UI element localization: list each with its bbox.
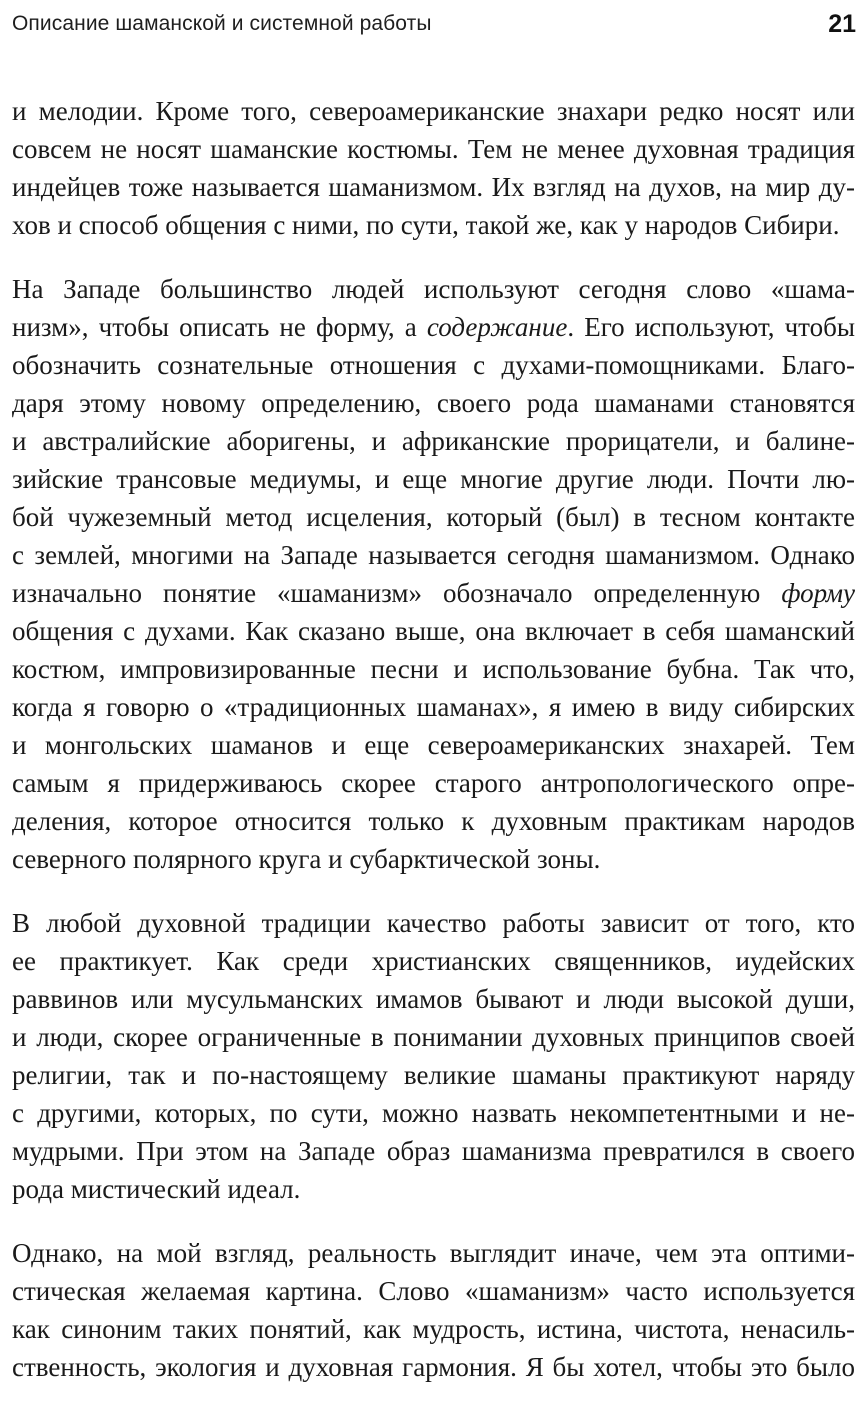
body-text: [12, 92, 855, 1412]
text-line: изначально понятие «шаманизм» обозначало определенную форму: [12, 578, 855, 608]
page-header: [12, 8, 856, 40]
text-line: самым я придерживаюсь скорее старого антропологического опре-: [12, 768, 855, 798]
running-title: Описание шаманской и системной работы: [12, 12, 432, 35]
paragraph: [12, 904, 855, 1208]
text-line: и мелодии. Кроме того, североамериканские знахари редко носят или: [12, 96, 855, 126]
text-line: с другими, которых, по сути, можно назвать некомпетентными и не-: [12, 1098, 855, 1128]
text-line: Однако, на мой взгляд, реальность выглядит иначе, чем эта оптими-: [12, 1238, 855, 1268]
page-number: 21: [828, 9, 856, 38]
text-line: ее практикует. Как среди христианских священников, иудейских: [12, 946, 855, 976]
paragraph: [12, 270, 855, 878]
text-line: как синоним таких понятий, как мудрость, истина, чистота, ненасиль-: [12, 1314, 855, 1344]
text-line: даря этому новому определению, своего рода шаманами становятся: [12, 388, 855, 418]
emphasis: содержание: [426, 312, 568, 342]
text-line: религии, так и по-настоящему великие шаманы практикуют наряду: [12, 1060, 855, 1090]
text-line: северного полярного круга и субарктической зоны.: [12, 844, 601, 874]
text-line: деления, которое относится только к духовным практикам народов: [12, 806, 855, 836]
text-line: стическая желаемая картина. Слово «шаманизм» часто используется: [12, 1276, 855, 1306]
text-line: зийские трансовые медиумы, и еще многие другие люди. Почти лю-: [12, 464, 855, 494]
text-line: ственность, экология и духовная гармония. Я бы хотел, чтобы это было: [12, 1352, 855, 1382]
paragraph: [12, 92, 855, 244]
text-line: с землей, многими на Западе называется сегодня шаманизмом. Однако: [12, 540, 855, 570]
text-line: и люди, скорее ограниченные в понимании духовных принципов своей: [12, 1022, 855, 1052]
text-line: бой чужеземный метод исцеления, который (был) в тесном контакте: [12, 502, 855, 532]
emphasis: форму: [781, 578, 855, 608]
text-line: и монгольских шаманов и еще североамериканских знахарей. Тем: [12, 730, 855, 760]
paragraph: [12, 1234, 855, 1386]
text-line: раввинов или мусульманских имамов бывают и люди высокой души,: [12, 984, 855, 1014]
text-line: костюм, импровизированные песни и использование бубна. Так что,: [12, 654, 855, 684]
text-line: совсем не носят шаманские костюмы. Тем не менее духовная традиция: [12, 134, 855, 164]
text-line: В любой духовной традиции качество работы зависит от того, кто: [12, 908, 855, 938]
text-line: рода мистический идеал.: [12, 1174, 301, 1204]
text-line: мудрыми. При этом на Западе образ шаманизма превратился в своего: [12, 1136, 855, 1166]
text-line: общения с духами. Как сказано выше, она включает в себя шаманский: [12, 616, 855, 646]
text-line: индейцев тоже называется шаманизмом. Их взгляд на духов, на мир ду-: [12, 172, 855, 202]
text-line: когда я говорю о «традиционных шаманах», я имею в виду сибирских: [12, 692, 855, 722]
text-line: хов и способ общения с ними, по сути, такой же, как у народов Сибири.: [12, 210, 840, 240]
text-line: низм», чтобы описать не форму, а содержание. Его используют, чтобы: [12, 312, 855, 342]
text-line: На Западе большинство людей используют сегодня слово «шама-: [12, 274, 855, 304]
text-line: обозначить сознательные отношения с духами-помощниками. Благо-: [12, 350, 855, 380]
text-line: и австралийские аборигены, и африканские прорицатели, и балине-: [12, 426, 855, 456]
